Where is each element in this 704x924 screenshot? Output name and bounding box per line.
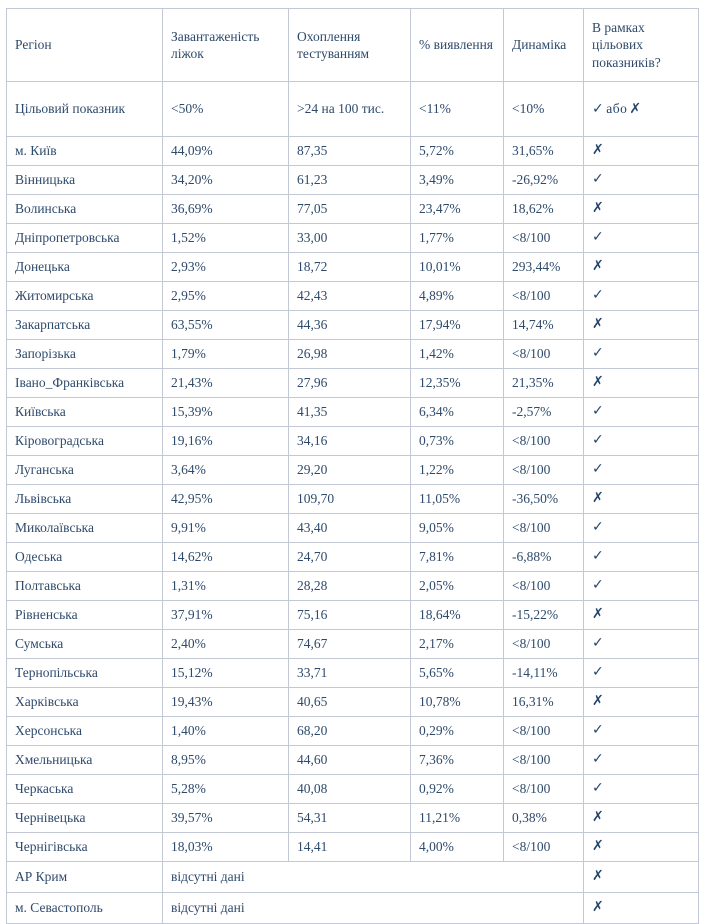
cell-target-status [584,195,699,224]
table-row [7,862,699,893]
cell-detection: 10,78% [411,688,504,717]
column-header-region: Регіон [7,9,163,82]
cell-testing: 109,70 [289,485,411,514]
cell-detection: 5,65% [411,659,504,688]
cell-beds: 14,62% [163,543,289,572]
cell-detection: 17,94% [411,311,504,340]
table-row [7,456,699,485]
table-row [7,893,699,924]
cell-dynamics: 293,44% [504,253,584,282]
target-legend-cell [584,82,699,137]
table-row [7,688,699,717]
cell-target-status [584,137,699,166]
cell-testing: 34,16 [289,427,411,456]
table-row [7,601,699,630]
cell-dynamics: -2,57% [504,398,584,427]
cell-target-status [584,427,699,456]
checkmark-icon: ✓ [592,432,605,449]
cell-testing: 75,16 [289,601,411,630]
table-row [7,340,699,369]
cell-target-status [584,659,699,688]
cross-icon: ✗ [592,838,605,855]
cell-region: Одеська [7,543,163,572]
cell-dynamics: <8/100 [504,630,584,659]
cell-region: Івано_Франківська [7,369,163,398]
target-testing-value: >24 на 100 тис. [289,82,411,137]
cell-beds: 1,79% [163,340,289,369]
cell-region: Полтавська [7,572,163,601]
cross-icon: ✗ [592,693,605,710]
target-beds-value: <50% [163,82,289,137]
cell-target-status [584,833,699,862]
cell-dynamics: <8/100 [504,340,584,369]
cell-beds: 21,43% [163,369,289,398]
cross-icon: ✗ [592,899,605,916]
cell-target-status [584,398,699,427]
cell-target-status [584,862,699,893]
cross-icon: ✗ [592,868,605,885]
cell-beds: 63,55% [163,311,289,340]
cell-beds: 1,31% [163,572,289,601]
cell-region: Закарпатська [7,311,163,340]
table-row [7,659,699,688]
cell-dynamics: -15,22% [504,601,584,630]
cell-testing: 61,23 [289,166,411,195]
cell-beds: 2,93% [163,253,289,282]
cell-target-status [584,224,699,253]
cell-region: м. Севастополь [7,893,163,924]
checkmark-icon: ✓ [592,751,605,768]
cell-region: АР Крим [7,862,163,893]
table-row [7,224,699,253]
cell-dynamics: -14,11% [504,659,584,688]
cross-icon: ✗ [592,200,605,217]
cell-testing: 54,31 [289,804,411,833]
table-row [7,833,699,862]
cell-testing: 42,43 [289,282,411,311]
cell-beds: 36,69% [163,195,289,224]
cell-region: Донецька [7,253,163,282]
table-row [7,166,699,195]
cell-testing: 68,20 [289,717,411,746]
checkmark-icon: ✓ [592,548,605,565]
cell-target-status [584,166,699,195]
cell-target-status [584,485,699,514]
cell-dynamics: -6,88% [504,543,584,572]
checkmark-icon: ✓ [592,403,605,420]
cell-testing: 74,67 [289,630,411,659]
cell-detection: 9,05% [411,514,504,543]
checkmark-icon: ✓ [592,664,605,681]
cell-beds: 19,16% [163,427,289,456]
cell-region: Херсонська [7,717,163,746]
cell-region: Харківська [7,688,163,717]
cell-region: Тернопільська [7,659,163,688]
cell-beds: 42,95% [163,485,289,514]
cell-testing: 87,35 [289,137,411,166]
cell-target-status [584,456,699,485]
cell-detection: 23,47% [411,195,504,224]
column-header-target: В рамках цільових показників? [584,9,699,82]
cell-dynamics: 31,65% [504,137,584,166]
cell-dynamics: <8/100 [504,224,584,253]
cell-detection: 1,22% [411,456,504,485]
cell-dynamics: <8/100 [504,282,584,311]
cell-dynamics: <8/100 [504,833,584,862]
cross-icon: ✗ [592,809,605,826]
table-row [7,369,699,398]
cell-beds: 2,40% [163,630,289,659]
table-row [7,427,699,456]
cell-beds: 18,03% [163,833,289,862]
cell-testing: 24,70 [289,543,411,572]
cell-testing: 28,28 [289,572,411,601]
regional-indicators-table [6,8,699,924]
cell-dynamics: 16,31% [504,688,584,717]
table-row [7,775,699,804]
cell-target-status [584,746,699,775]
cell-detection: 5,72% [411,137,504,166]
table-row [7,746,699,775]
checkmark-icon: ✓ [592,519,605,536]
cell-dynamics: <8/100 [504,717,584,746]
cell-beds: 1,40% [163,717,289,746]
cell-testing: 33,00 [289,224,411,253]
cell-detection: 7,81% [411,543,504,572]
cell-region: Луганська [7,456,163,485]
cell-region: Миколаївська [7,514,163,543]
table-row [7,282,699,311]
cell-beds: 8,95% [163,746,289,775]
cell-dynamics: <8/100 [504,456,584,485]
column-header-beds: Завантаженість ліжок [163,9,289,82]
cell-testing: 44,36 [289,311,411,340]
cell-beds: 19,43% [163,688,289,717]
cell-detection: 0,92% [411,775,504,804]
cell-target-status [584,572,699,601]
cell-region: Сумська [7,630,163,659]
cell-testing: 40,08 [289,775,411,804]
cell-dynamics: 14,74% [504,311,584,340]
checkmark-icon: ✓ [592,287,605,304]
table-row [7,195,699,224]
column-header-dynamics: Динаміка [504,9,584,82]
cell-region: Чернівецька [7,804,163,833]
cell-target-status [584,804,699,833]
cell-target-status [584,717,699,746]
table-row [7,311,699,340]
cell-dynamics: 18,62% [504,195,584,224]
cell-target-status [584,630,699,659]
cell-beds: 9,91% [163,514,289,543]
cross-icon: ✗ [592,490,605,507]
cell-beds: 15,12% [163,659,289,688]
cell-target-status [584,543,699,572]
table-row [7,717,699,746]
cell-dynamics: <8/100 [504,427,584,456]
cell-testing: 27,96 [289,369,411,398]
cell-beds: 44,09% [163,137,289,166]
cell-detection: 0,73% [411,427,504,456]
checkmark-icon: ✓ [592,229,605,246]
table-row [7,485,699,514]
cell-detection: 12,35% [411,369,504,398]
target-indicator-row [7,82,699,137]
cross-icon: ✗ [592,606,605,623]
cell-beds: 1,52% [163,224,289,253]
cell-region: Київська [7,398,163,427]
cell-detection: 18,64% [411,601,504,630]
cell-testing: 40,65 [289,688,411,717]
cell-region: Черкаська [7,775,163,804]
cell-dynamics: <8/100 [504,746,584,775]
target-row-label: Цільовий показник [7,82,163,137]
cell-target-status [584,311,699,340]
table-body [7,82,699,924]
table-row [7,572,699,601]
cell-detection: 11,05% [411,485,504,514]
cell-dynamics: 21,35% [504,369,584,398]
cell-beds: 5,28% [163,775,289,804]
cell-testing: 44,60 [289,746,411,775]
table-header-row [7,9,699,82]
target-dynamics-value: <10% [504,82,584,137]
cell-testing: 41,35 [289,398,411,427]
cross-icon: ✗ [629,100,642,117]
target-detection-value: <11% [411,82,504,137]
table-header [7,9,699,82]
cell-testing: 43,40 [289,514,411,543]
cell-testing: 33,71 [289,659,411,688]
cell-target-status [584,688,699,717]
cell-detection: 3,49% [411,166,504,195]
cell-dynamics: <8/100 [504,775,584,804]
cell-detection: 10,01% [411,253,504,282]
cell-detection: 0,29% [411,717,504,746]
cell-dynamics: 0,38% [504,804,584,833]
cell-region: Рівненська [7,601,163,630]
cell-testing: 18,72 [289,253,411,282]
cell-target-status [584,369,699,398]
table-row [7,543,699,572]
cell-detection: 4,00% [411,833,504,862]
cell-target-status [584,514,699,543]
table-row [7,137,699,166]
cell-region: Запорізька [7,340,163,369]
checkmark-icon: ✓ [592,635,605,652]
column-header-testing: Охоплення тестуванням [289,9,411,82]
cell-detection: 2,05% [411,572,504,601]
cell-region: Кіровоградська [7,427,163,456]
cell-detection: 6,34% [411,398,504,427]
cell-detection: 11,21% [411,804,504,833]
table-row [7,253,699,282]
cell-no-data: відсутні дані [163,893,584,924]
table-row [7,804,699,833]
cell-detection: 4,89% [411,282,504,311]
cell-beds: 3,64% [163,456,289,485]
checkmark-icon: ✓ [592,780,605,797]
cell-detection: 1,77% [411,224,504,253]
cell-region: Вінницька [7,166,163,195]
cell-target-status [584,340,699,369]
cell-beds: 2,95% [163,282,289,311]
cell-testing: 77,05 [289,195,411,224]
cell-testing: 29,20 [289,456,411,485]
cell-target-status [584,775,699,804]
table-row [7,630,699,659]
cell-region: Хмельницька [7,746,163,775]
cell-region: Дніпропетровська [7,224,163,253]
cell-dynamics: <8/100 [504,514,584,543]
table-row [7,514,699,543]
cell-detection: 1,42% [411,340,504,369]
cell-target-status [584,893,699,924]
cell-no-data: відсутні дані [163,862,584,893]
cross-icon: ✗ [592,142,605,159]
checkmark-icon: ✓ [592,345,605,362]
target-legend-conjunction: або [606,100,628,116]
checkmark-icon: ✓ [592,577,605,594]
cell-detection: 7,36% [411,746,504,775]
checkmark-icon: ✓ [592,722,605,739]
cell-region: Житомирська [7,282,163,311]
checkmark-icon: ✓ [592,461,605,478]
cell-dynamics: <8/100 [504,572,584,601]
cell-region: Чернігівська [7,833,163,862]
cell-target-status [584,282,699,311]
cell-target-status [584,253,699,282]
cell-testing: 14,41 [289,833,411,862]
table-row [7,398,699,427]
checkmark-icon: ✓ [592,171,605,188]
checkmark-icon: ✓ [592,100,605,117]
cell-beds: 34,20% [163,166,289,195]
cell-dynamics: -36,50% [504,485,584,514]
column-header-detection: % виявлення [411,9,504,82]
cross-icon: ✗ [592,374,605,391]
cell-testing: 26,98 [289,340,411,369]
cell-beds: 37,91% [163,601,289,630]
cell-dynamics: -26,92% [504,166,584,195]
cell-detection: 2,17% [411,630,504,659]
cell-region: Волинська [7,195,163,224]
cross-icon: ✗ [592,258,605,275]
cell-region: м. Київ [7,137,163,166]
cell-target-status [584,601,699,630]
cell-beds: 39,57% [163,804,289,833]
cell-region: Львівська [7,485,163,514]
cross-icon: ✗ [592,316,605,333]
cell-beds: 15,39% [163,398,289,427]
